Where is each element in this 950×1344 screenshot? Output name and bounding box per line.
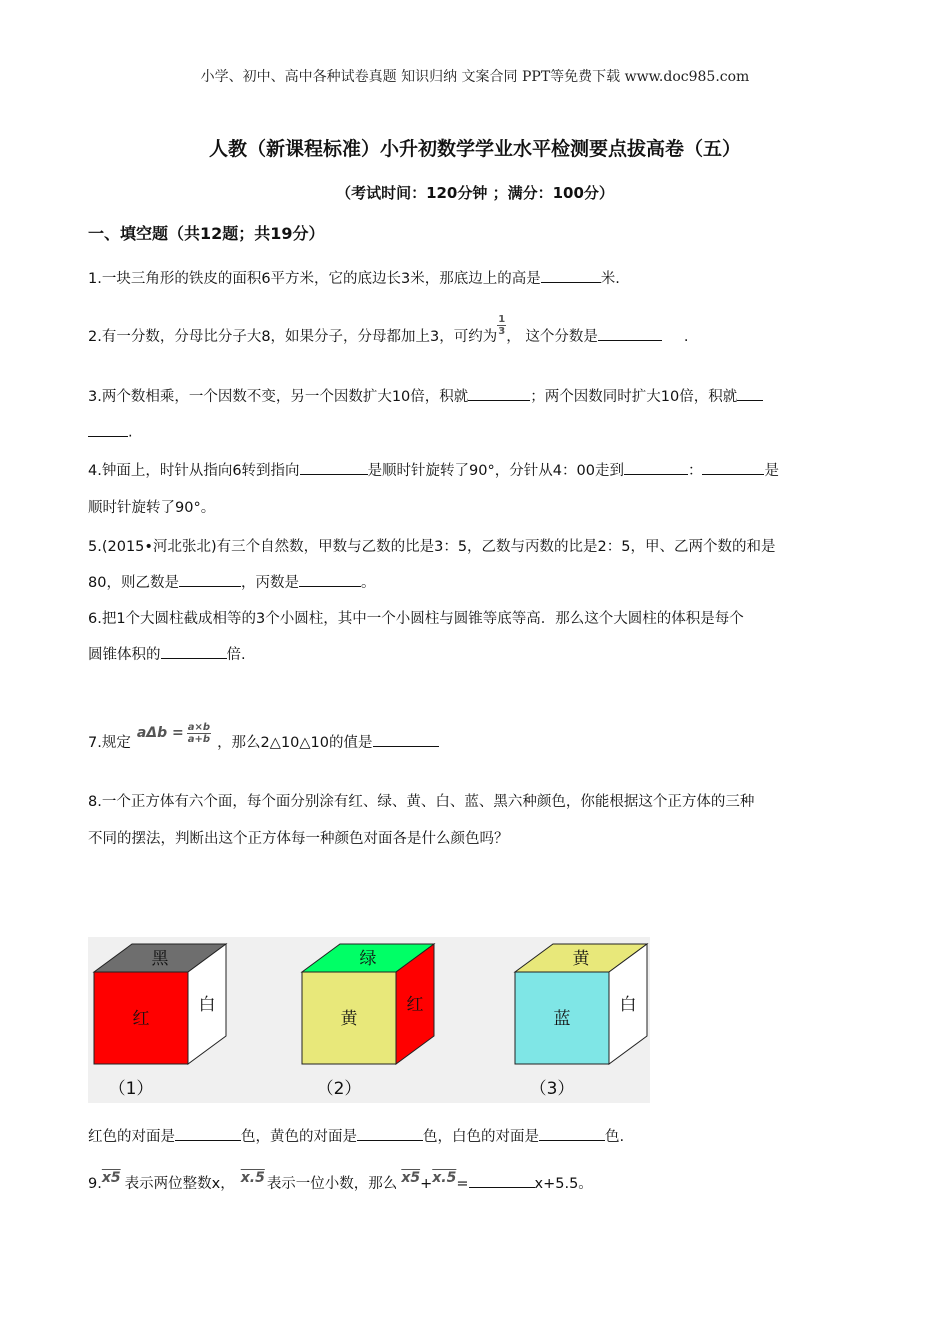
q9-number: 9. <box>88 1176 102 1192</box>
q5-blank-1[interactable] <box>179 572 241 588</box>
q7-text: 7.规定 <box>88 735 131 751</box>
cube-side-label: 白 <box>619 995 637 1015</box>
q5-text: 5.(2015•河北张北)有三个自然数，甲数与乙数的比是3：5，乙数与丙数的比是2：5，甲、乙两个数的和是 <box>88 539 776 555</box>
question-8-answers <box>88 1125 624 1146</box>
q8ans-text-3: 色，白色的对面是 <box>423 1129 539 1145</box>
question-4-cont <box>88 496 215 517</box>
q3-blank-2a[interactable] <box>737 386 763 402</box>
question-3 <box>88 385 763 406</box>
question-8 <box>88 790 754 811</box>
cube-side-label: 红 <box>406 995 424 1015</box>
q8-text: 8.一个正方体有六个面，每个面分别涂有红、绿、黄、白、蓝、黑六种颜色，你能根据这个正方体的三种 <box>88 794 755 810</box>
exam-title: 人教（新课程标准）小升初数学学业水平检测要点拔高卷（五） <box>208 138 741 160</box>
question-5 <box>88 535 776 556</box>
question-4 <box>88 459 779 480</box>
cube-3 <box>515 944 647 1099</box>
cube-top-label: 绿 <box>359 949 377 969</box>
q9-notation-4: x.5 <box>432 1170 457 1186</box>
q3-blank-1[interactable] <box>468 386 530 402</box>
q7-fraction-denominator: a+b <box>187 733 211 745</box>
q5-text-3: ，丙数是 <box>240 575 299 591</box>
cube-front-label: 蓝 <box>553 1009 571 1029</box>
cube-top-label: 黑 <box>151 949 169 969</box>
q8ans-text-4: 色. <box>605 1129 625 1145</box>
cube-number-label: （1） <box>108 1079 154 1099</box>
q2-fraction-denominator: 3 <box>498 325 506 337</box>
q8-text-2: 不同的摆法，判断出这个正方体每一种颜色对面各是什么颜色吗？ <box>88 831 509 847</box>
q8ans-text-2: 色，黄色的对面是 <box>241 1129 357 1145</box>
q4-text-3: 是 <box>764 463 779 479</box>
q2-fraction-numerator: 1 <box>498 313 506 325</box>
cube-side-label: 白 <box>198 995 216 1015</box>
q9-plus: + <box>420 1176 433 1192</box>
q9-notation-2: x.5 <box>240 1170 265 1186</box>
q7-fraction <box>187 722 211 745</box>
q9-tail: x+5.5。 <box>534 1176 593 1192</box>
page-header: 小学、初中、高中各种试卷真题 知识归纳 文案合同 PPT等免费下载 www.doc985.com <box>200 69 750 85</box>
cube-number-label: （2） <box>316 1079 362 1099</box>
q9-notation-1: x5 <box>101 1170 121 1186</box>
q6-text: 6.把1个大圆柱截成相等的3个小圆柱，其中一个小圆柱与圆锥等底等高．那么这个大圆柱的体积是每个 <box>88 611 744 627</box>
q7-definition: aΔb = <box>136 725 184 741</box>
question-6-cont <box>88 643 246 664</box>
q7-text-2: ，那么2△10△10的值是 <box>217 735 373 751</box>
question-1 <box>88 267 620 288</box>
q3-text: 3.两个数相乘，一个因数不变，另一个因数扩大10倍，积就 <box>88 389 469 405</box>
q5-text-2: 80，则乙数是 <box>88 575 179 591</box>
q7-blank[interactable] <box>373 732 439 748</box>
cube-figure-svg <box>88 937 650 1103</box>
cube-figure <box>88 937 650 1103</box>
section-heading: 一、填空题（共12题；共19分） <box>88 224 325 243</box>
q2-blank[interactable] <box>598 326 662 342</box>
q6-tail: 倍. <box>226 647 246 663</box>
q8ans-blank-3[interactable] <box>539 1126 605 1142</box>
q2-fraction <box>497 314 506 337</box>
q6-text-2: 圆锥体积的 <box>88 647 161 663</box>
q1-blank[interactable] <box>541 268 601 284</box>
q9-text-1: 表示两位整数x， <box>124 1176 235 1192</box>
q7-fraction-numerator: a×b <box>187 721 211 733</box>
cube-number-label: （3） <box>529 1079 575 1099</box>
q2-tail: . <box>683 329 689 345</box>
q4-text: 4.钟面上，时针从指向6转到指向 <box>88 463 300 479</box>
q4-colon: ： <box>687 463 703 479</box>
q2-text: 2.有一分数，分母比分子大8，如果分子，分母都加上3，可约为 <box>88 329 498 345</box>
q4-tail: 顺时针旋转了90°。 <box>88 500 216 516</box>
q9-text-2: 表示一位小数，那么 <box>266 1176 398 1192</box>
q4-blank-2[interactable] <box>624 460 688 476</box>
q8ans-blank-2[interactable] <box>357 1126 423 1142</box>
question-5-cont <box>88 571 375 592</box>
q9-notation-3: x5 <box>401 1170 421 1186</box>
q9-blank[interactable] <box>469 1173 535 1189</box>
question-2 <box>88 313 689 349</box>
q4-blank-3[interactable] <box>702 460 764 476</box>
q8ans-blank-1[interactable] <box>175 1126 241 1142</box>
q6-blank[interactable] <box>161 644 227 660</box>
question-9 <box>88 1172 593 1193</box>
q3-text-2: ；两个因数同时扩大10倍，积就 <box>530 389 738 405</box>
q8ans-text-1: 红色的对面是 <box>88 1129 175 1145</box>
exam-subtitle: （考试时间：120分钟 ；满分：100分） <box>336 184 614 202</box>
q4-text-2: 是顺时针旋转了90°，分针从4：00走到 <box>367 463 624 479</box>
cube-front-label: 黄 <box>340 1009 358 1029</box>
q3-tail: . <box>128 424 133 441</box>
q5-tail: 。 <box>360 575 376 591</box>
q2-text-2: ， 这个分数是 <box>506 329 598 345</box>
question-8-cont <box>88 827 509 848</box>
q3-blank-2b[interactable] <box>88 421 128 437</box>
q1-text: 1.一块三角形的铁皮的面积6平方米，它的底边长3米，那底边上的高是 <box>88 271 541 287</box>
cube-top-label: 黄 <box>572 949 590 969</box>
question-6 <box>88 607 744 628</box>
q4-blank-1[interactable] <box>300 460 368 476</box>
cube-1 <box>94 944 226 1099</box>
question-3-cont <box>88 421 133 441</box>
q1-tail: 米. <box>600 271 620 287</box>
q5-blank-2[interactable] <box>299 572 361 588</box>
cube-front-label: 红 <box>132 1009 150 1029</box>
cube-2 <box>302 944 434 1099</box>
question-7 <box>88 721 439 755</box>
q9-equals: = <box>456 1176 469 1192</box>
